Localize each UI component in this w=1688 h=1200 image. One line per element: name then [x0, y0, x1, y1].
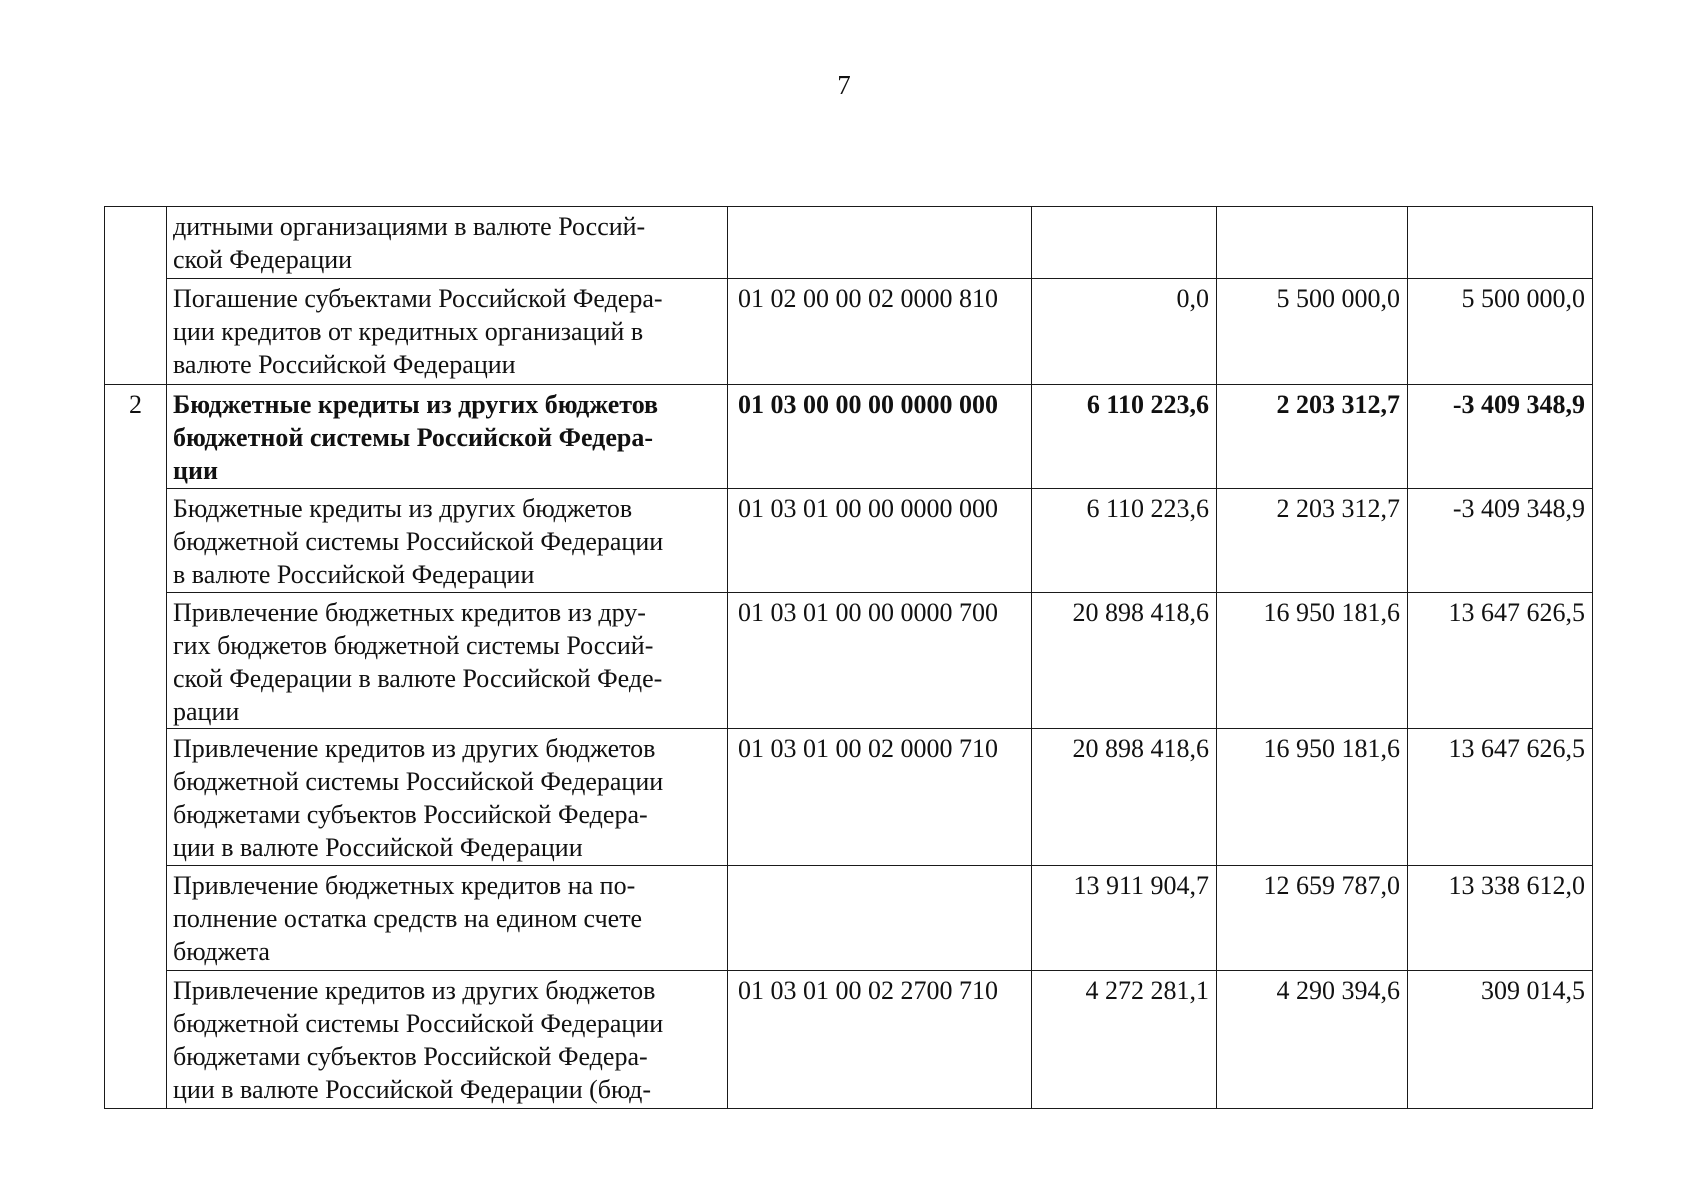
row-value-1: 0,0 [1032, 279, 1217, 385]
row-value-3: -3 409 348,9 [1408, 489, 1593, 593]
row-value-3: 309 014,5 [1408, 971, 1593, 1109]
table-row [105, 593, 1593, 729]
row-code [728, 207, 1032, 279]
row-value-1: 20 898 418,6 [1032, 729, 1217, 866]
row-value-1 [1032, 207, 1217, 279]
row-name-text: Бюджетные кредиты из других бюджетов бюджетной системы Российской Федера- ции [173, 390, 659, 485]
row-name [167, 207, 728, 279]
row-name [167, 729, 728, 866]
row-number [105, 489, 167, 593]
row-value-2: 16 950 181,6 [1217, 729, 1408, 866]
row-value-2: 12 659 787,0 [1217, 866, 1408, 971]
row-value-1: 4 272 281,1 [1032, 971, 1217, 1109]
row-value-1: 20 898 418,6 [1032, 593, 1217, 729]
row-value-3: 13 647 626,5 [1408, 729, 1593, 866]
table-row [105, 279, 1593, 385]
row-name [167, 593, 728, 729]
row-code: 01 03 01 00 02 2700 710 [728, 971, 1032, 1109]
row-code: 01 02 00 00 02 0000 810 [728, 279, 1032, 385]
row-code: 01 03 00 00 00 0000 000 [728, 385, 1032, 489]
page-number: 7 [837, 70, 851, 100]
row-name-text: Привлечение бюджетных кредитов на по- полнение остатка средств на едином счете бюджета [173, 871, 643, 966]
row-value-1: 13 911 904,7 [1032, 866, 1217, 971]
row-value-3 [1408, 207, 1593, 279]
row-number [105, 866, 167, 971]
row-number [105, 279, 167, 385]
row-name-text: Привлечение бюджетных кредитов из дру- гих бюджетов бюджетной системы Россий- ской Федерации в валюте Российской Феде- рации [173, 598, 663, 726]
table-row [105, 207, 1593, 279]
row-value-3: -3 409 348,9 [1408, 385, 1593, 489]
row-number [105, 729, 167, 866]
row-name-text: Бюджетные кредиты из других бюджетов бюджетной системы Российской Федерации в валюте Российской Федерации [173, 494, 664, 589]
row-value-1: 6 110 223,6 [1032, 385, 1217, 489]
row-number [105, 971, 167, 1109]
table-row [105, 971, 1593, 1109]
row-name [167, 971, 728, 1109]
row-code: 01 03 01 00 00 0000 700 [728, 593, 1032, 729]
row-number: 2 [105, 385, 167, 489]
table-row [105, 489, 1593, 593]
table-row [105, 866, 1593, 971]
table-row [105, 729, 1593, 866]
row-name-text: Привлечение кредитов из других бюджетов бюджетной системы Российской Федерации бюджетами субъектов Российской Федера- ции в валюте Российской Федерации (бюд- [173, 976, 664, 1104]
row-value-1: 6 110 223,6 [1032, 489, 1217, 593]
row-code [728, 866, 1032, 971]
row-name [167, 489, 728, 593]
row-number [105, 593, 167, 729]
row-name [167, 385, 728, 489]
row-value-3: 13 338 612,0 [1408, 866, 1593, 971]
row-code: 01 03 01 00 02 0000 710 [728, 729, 1032, 866]
row-code: 01 03 01 00 00 0000 000 [728, 489, 1032, 593]
row-value-2: 2 203 312,7 [1217, 489, 1408, 593]
row-value-2: 4 290 394,6 [1217, 971, 1408, 1109]
row-value-3: 5 500 000,0 [1408, 279, 1593, 385]
row-name [167, 279, 728, 385]
table-row [105, 385, 1593, 489]
row-value-2: 16 950 181,6 [1217, 593, 1408, 729]
row-value-2: 2 203 312,7 [1217, 385, 1408, 489]
row-value-2: 5 500 000,0 [1217, 279, 1408, 385]
row-value-2 [1217, 207, 1408, 279]
row-name-text: Привлечение кредитов из других бюджетов бюджетной системы Российской Федерации бюджетами субъектов Российской Федера- ции в валюте Российской Федерации [173, 734, 664, 862]
row-name-text: Погашение субъектами Российской Федера- ции кредитов от кредитных организаций в валюте Российской Федерации [173, 284, 663, 379]
row-number [105, 207, 167, 279]
row-name [167, 866, 728, 971]
row-value-3: 13 647 626,5 [1408, 593, 1593, 729]
row-name-text: дитными организациями в валюте Россий- ской Федерации [173, 212, 646, 274]
budget-sources-table [104, 206, 1593, 1109]
